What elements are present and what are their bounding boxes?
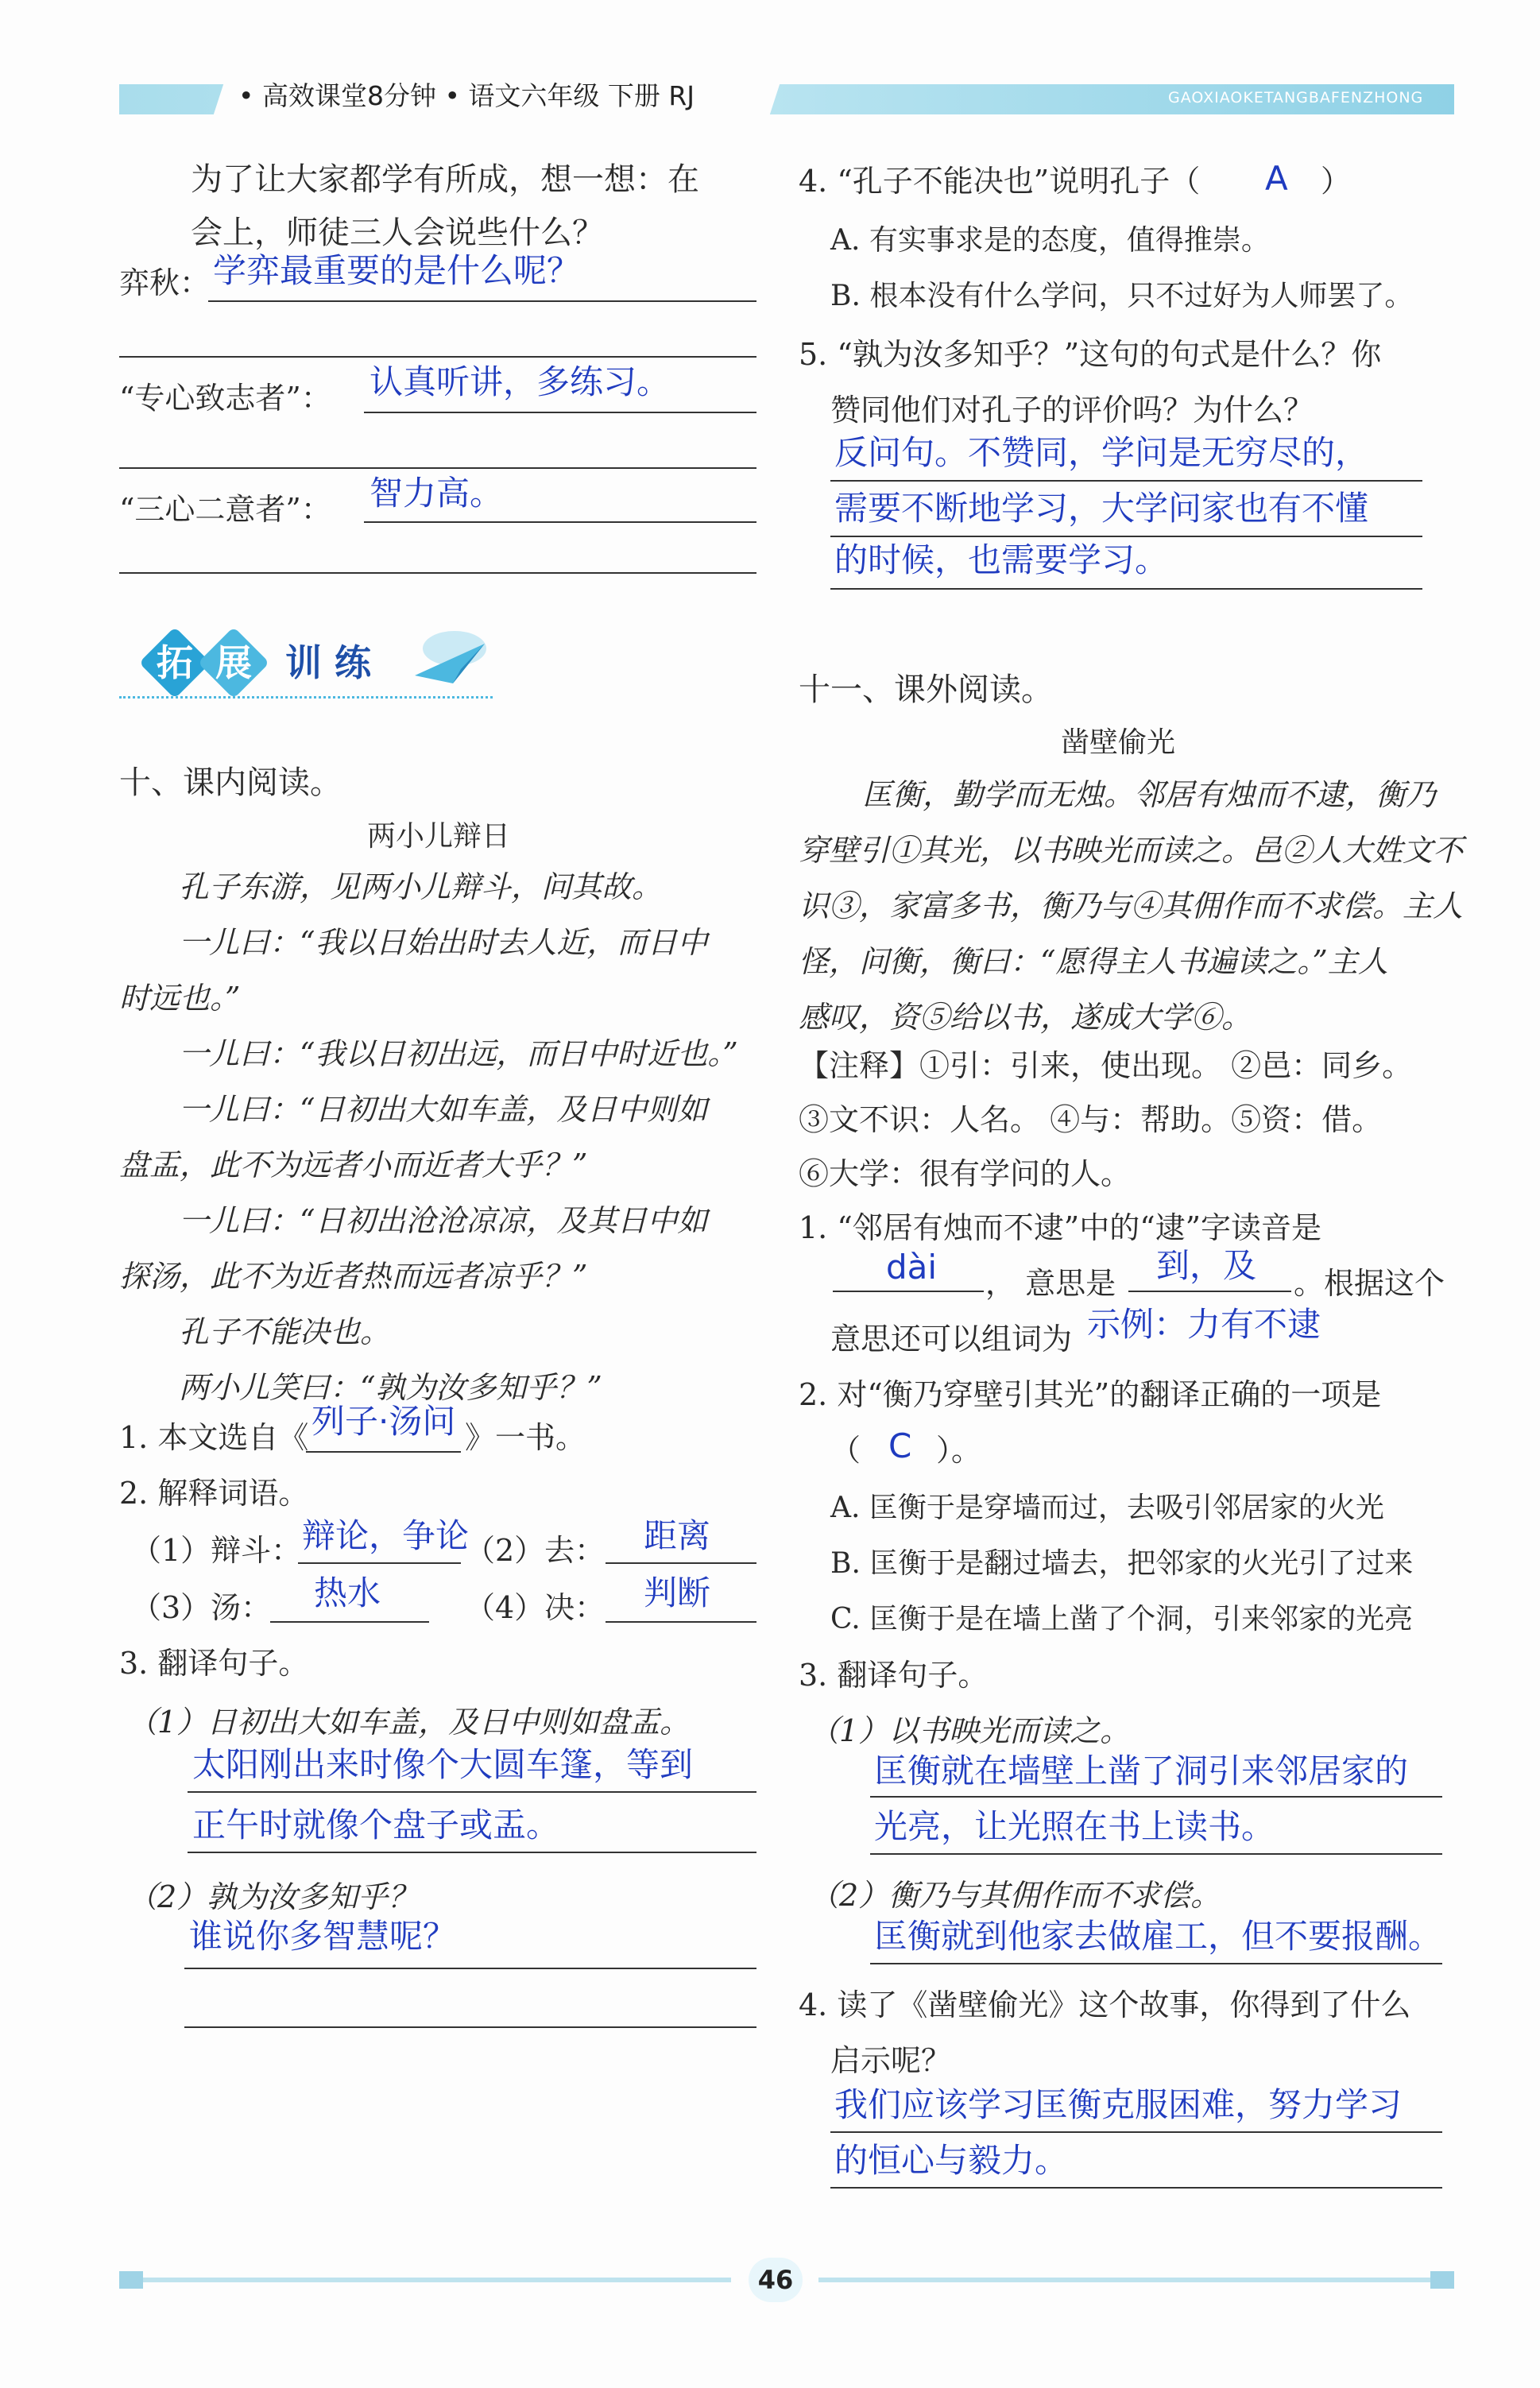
answer-line (870, 1853, 1442, 1855)
answer-line (364, 521, 756, 523)
note-line-3: ⑥大学：很有学问的人。 (799, 1156, 1132, 1191)
zhuanxin-answer: 认真听讲，多练习。 (370, 362, 671, 401)
left-q2-1-label: （1）辩斗： (131, 1533, 302, 1568)
right-q2-option-c: C. 匡衡于是在墙上凿了个洞，引来邻家的光亮 (830, 1603, 1414, 1635)
passage-title-1: 两小儿辩日 (367, 820, 511, 853)
left-q1-suffix: 》一书。 (465, 1420, 586, 1455)
section-11-title: 十一、课外阅读。 (799, 672, 1053, 708)
passage-line: 一儿曰：“我以日初出远，而日中时近也。” (179, 1036, 738, 1071)
passage-line: 时远也。” (119, 981, 241, 1016)
left-q2-title: 2. 解释词语。 (119, 1476, 309, 1511)
left-q3-2-question: （2）孰为汝多知乎？ (127, 1879, 419, 1914)
passage-line: 孔子不能决也。 (179, 1314, 391, 1349)
right-q4-suffix: ） (1321, 164, 1352, 199)
banner-char: 训 (285, 641, 322, 684)
right-q5-answer-1: 反问句。不赞同，学问是无穷尽的， (834, 433, 1369, 472)
answer-line (364, 412, 756, 413)
right-q2-option-b: B. 匡衡于是翻过墙去，把邻家的火光引了过来 (830, 1547, 1414, 1580)
right-q4b-answer-2: 的恒心与毅力。 (834, 2141, 1069, 2180)
right-q4-prefix: 4. “孔子不能决也”说明孔子（ (799, 164, 1201, 199)
intro-line-2: 会上，师徒三人会说些什么？ (191, 215, 604, 251)
answer-line (606, 1562, 756, 1564)
sanxin-answer: 智力高。 (370, 474, 504, 513)
note-line-1: 【注释】①引：引来，使出现。 ②邑：同乡。 (799, 1048, 1413, 1083)
answer-line (606, 1621, 756, 1623)
banner-underline (119, 696, 493, 699)
footer-bar-right (818, 2278, 1454, 2282)
right-q5-answer-2: 需要不断地学习，大学问家也有不懂 (834, 489, 1369, 528)
answer-line (119, 572, 756, 574)
answer-line (830, 2187, 1442, 2189)
section-10-title: 十、课内阅读。 (119, 764, 342, 801)
right-q4-answer: A (1265, 159, 1288, 198)
passage-line: 探汤，此不为近者热而远者凉乎？” (119, 1259, 588, 1294)
answer-line (298, 1562, 461, 1564)
right-q5-line-1: 5. “孰为汝多知乎？”这句的句式是什么？你 (799, 337, 1382, 372)
right-q4b-line-1: 4. 读了《凿壁偷光》这个故事，你得到了什么 (799, 1987, 1411, 2022)
passage-line: 盘盂，此不为远者小而近者大乎？” (119, 1148, 588, 1182)
right-q3-1-answer-2: 光亮，让光照在书上读书。 (874, 1807, 1275, 1846)
passage-line: 感叹，资⑤给以书，遂成大学⑥。 (799, 1000, 1252, 1035)
left-q2-4-answer: 判断 (644, 1573, 711, 1612)
footer-marker-left (119, 2271, 143, 2289)
left-q1-answer: 列子·汤问 (311, 1402, 456, 1441)
passage-line: 识③，家富多书，衡乃与④其佣作而不求偿。主人 (799, 888, 1464, 923)
right-q1-line-3: 意思还可以组词为 (830, 1322, 1073, 1357)
answer-line (830, 480, 1422, 482)
passage-line: 穿壁引①其光，以书映光而读之。邑②人大姓文不 (799, 833, 1464, 868)
note-line-2: ③文不识：人名。 ④与：帮助。⑤资：借。 (799, 1102, 1383, 1137)
right-q5-answer-3: 的时候，也需要学习。 (834, 540, 1169, 579)
right-q3-title: 3. 翻译句子。 (799, 1658, 989, 1693)
left-q2-4-label: （4）决： (465, 1590, 606, 1625)
answer-line (306, 1451, 461, 1453)
paper-plane-icon (405, 620, 493, 691)
right-q3-1-answer-1: 匡衡就在墙壁上凿了洞引来邻居家的 (874, 1751, 1409, 1790)
left-q3-1-question: （1）日初出大如车盖，及日中则如盘盂。 (127, 1705, 691, 1740)
answer-line (870, 1796, 1442, 1798)
right-q2-paren-left: （ (830, 1433, 861, 1468)
passage-line: 匡衡，勤学而无烛。邻居有烛而不逮，衡乃 (862, 777, 1437, 812)
answer-line (188, 1791, 756, 1793)
right-q1-middle: ， 意思是 (985, 1266, 1116, 1301)
answer-line (1128, 1291, 1291, 1292)
right-q4b-answer-1: 我们应该学习匡衡克服困难，努力学习 (834, 2085, 1403, 2124)
left-q3-1-answer-1: 太阳刚出来时像个大圆车篷，等到 (192, 1745, 694, 1784)
answer-line (830, 588, 1422, 590)
expansion-training-banner (119, 620, 501, 707)
answer-line (119, 467, 756, 469)
banner-char: 练 (335, 641, 371, 684)
answer-line (184, 2026, 756, 2028)
right-q3-1-question: （1）以书映光而读之。 (809, 1713, 1131, 1748)
right-q1-answer-1: dài (886, 1248, 938, 1287)
answer-line (208, 300, 756, 302)
right-q1-answer-3: 示例：力有不逮 (1087, 1305, 1321, 1344)
left-q2-2-label: （2）去： (465, 1533, 606, 1568)
left-q2-2-answer: 距离 (644, 1516, 711, 1555)
left-q3-1-answer-2: 正午时就像个盘子或盂。 (192, 1806, 560, 1844)
answer-line (870, 1963, 1442, 1964)
header-subtitle: GAOXIAOKETANGBAFENZHONG (1168, 89, 1424, 106)
banner-char: 拓 (157, 641, 193, 684)
left-q2-1-answer: 辩论，争论 (302, 1516, 470, 1555)
right-q2-paren-right: ）。 (936, 1433, 982, 1468)
passage-line: 怪，问衡，衡曰：“愿得主人书遍读之。”主人 (799, 944, 1388, 979)
right-q2-answer: C (888, 1426, 912, 1465)
right-q4b-line-2: 启示呢？ (830, 2043, 952, 2078)
right-q5-line-2: 赞同他们对孔子的评价吗？为什么？ (830, 393, 1314, 428)
answer-line (188, 1852, 756, 1853)
answer-line (184, 1968, 756, 1969)
yiqiu-answer: 学弈最重要的是什么呢？ (213, 251, 581, 290)
left-q2-3-answer: 热水 (314, 1573, 381, 1612)
answer-line (830, 2131, 1442, 2133)
answer-line (833, 1291, 984, 1292)
yiqiu-label: 弈秋： (119, 265, 211, 300)
page-number: 46 (757, 2265, 794, 2295)
right-q3-2-question: （2）衡乃与其佣作而不求偿。 (809, 1878, 1221, 1913)
right-q3-2-answer-1: 匡衡就到他家去做雇工，但不要报酬。 (874, 1917, 1442, 1956)
footer-bar-left (119, 2278, 731, 2282)
left-q1-prefix: 1. 本文选自《 (119, 1420, 309, 1455)
passage-line: 孔子东游，见两小儿辩斗，问其故。 (179, 869, 663, 904)
answer-line (830, 536, 1422, 537)
passage-line: 两小儿笑曰：“孰为汝多知乎？” (179, 1370, 602, 1405)
passage-title-2: 凿壁偷光 (1061, 726, 1176, 759)
zhuanxin-label: “专心致志者”： (119, 381, 331, 416)
left-q3-2-answer-1: 谁说你多智慧呢？ (189, 1917, 457, 1956)
right-q1-answer-2: 到，及 (1156, 1246, 1257, 1285)
passage-line: 一儿曰：“日初出大如车盖，及日中则如 (179, 1092, 708, 1127)
footer-marker-right (1430, 2271, 1454, 2289)
header-title: • 高效课堂8分钟 • 语文六年级 下册 RJ (238, 80, 695, 111)
right-q4-option-b: B. 根本没有什么学问，只不过好为人师罢了。 (830, 280, 1414, 312)
answer-line (270, 1621, 429, 1623)
sanxin-label: “三心二意者”： (119, 492, 331, 527)
left-q3-title: 3. 翻译句子。 (119, 1646, 309, 1681)
left-q2-3-label: （3）汤： (131, 1590, 272, 1625)
right-q1-line-1: 1. “邻居有烛而不逮”中的“逮”字读音是 (799, 1210, 1322, 1245)
intro-line-1: 为了让大家都学有所成，想一想：在 (191, 161, 699, 198)
passage-line: 一儿曰：“日初出沧沧凉凉，及其日中如 (179, 1203, 708, 1238)
banner-char: 展 (215, 641, 252, 684)
right-q1-suffix: 。根据这个 (1294, 1266, 1445, 1301)
right-q4-option-a: A. 有实事求是的态度，值得推崇。 (830, 224, 1270, 257)
passage-line: 一儿曰：“我以日始出时去人近，而日中 (179, 925, 708, 960)
answer-line (119, 356, 756, 358)
right-q2-option-a: A. 匡衡于是穿墙而过，去吸引邻居家的火光 (830, 1492, 1384, 1524)
right-q2-line-1: 2. 对“衡乃穿壁引其光”的翻译正确的一项是 (799, 1377, 1382, 1412)
